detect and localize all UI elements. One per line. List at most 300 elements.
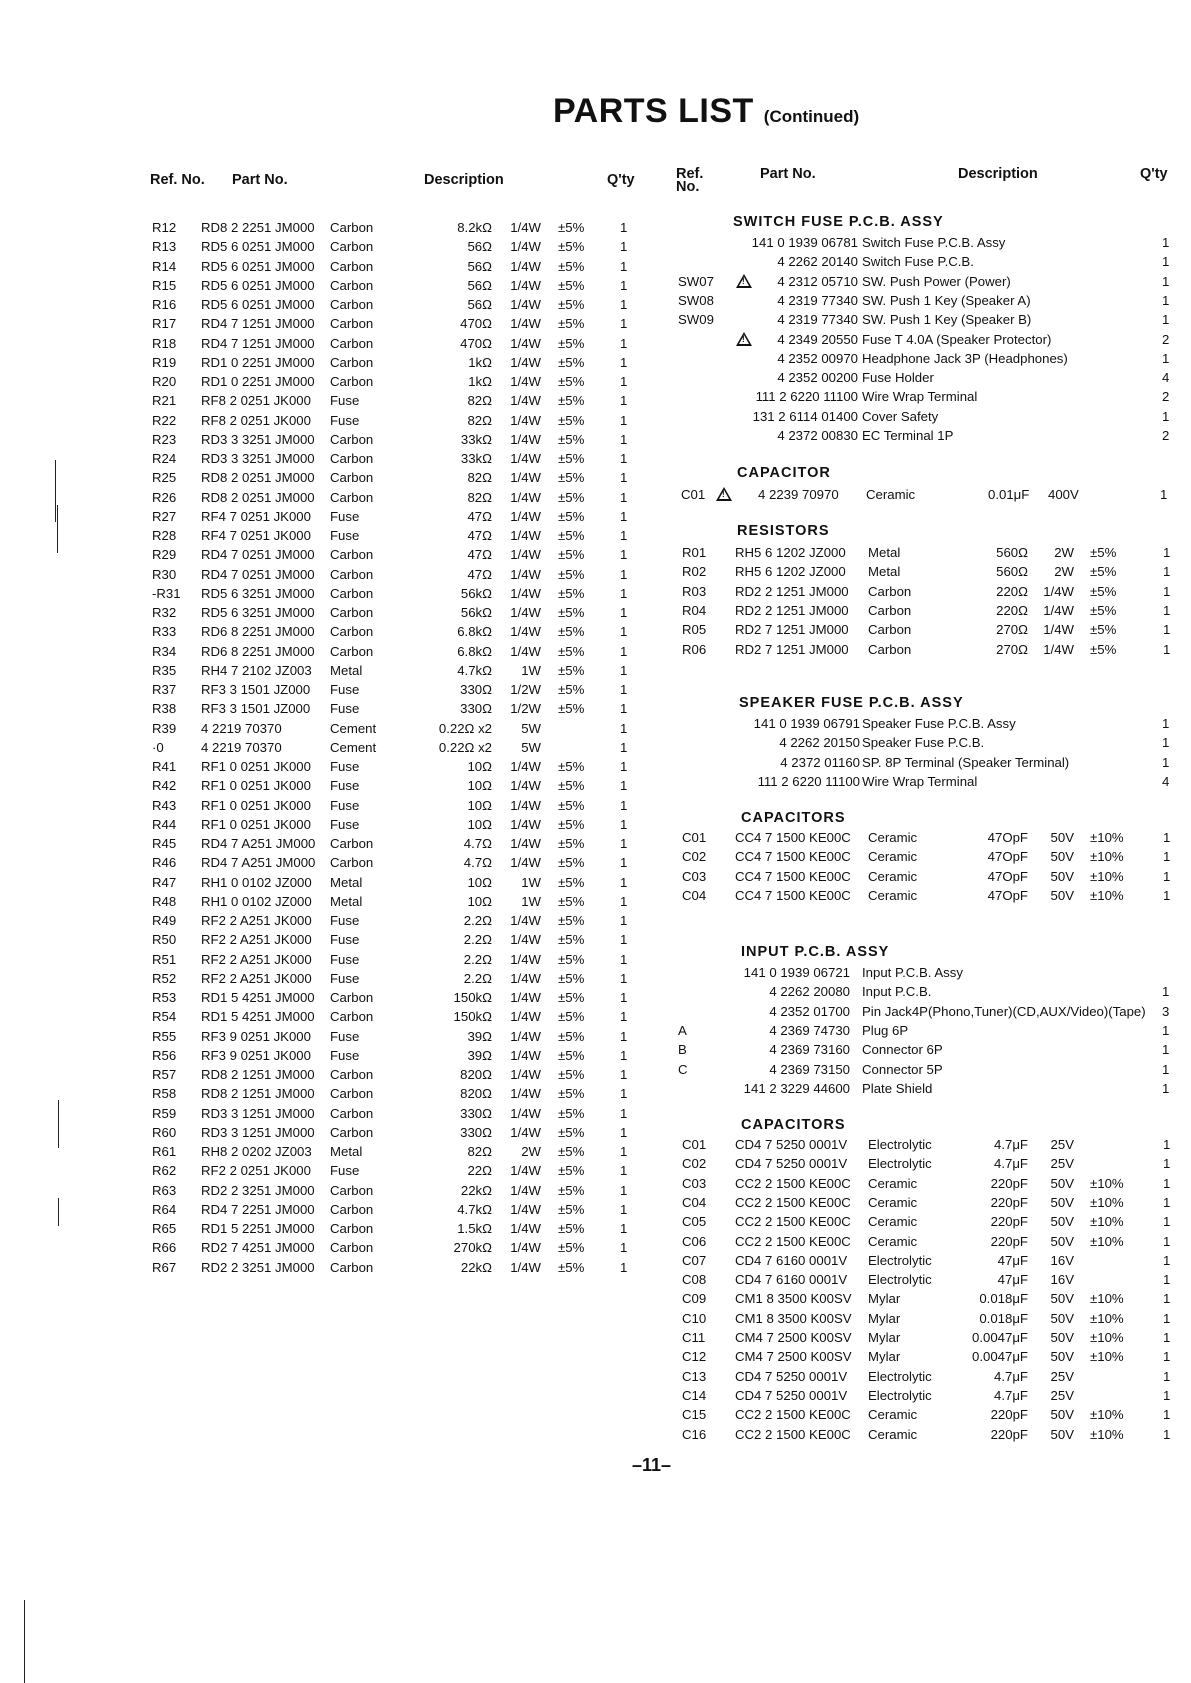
ref-no: C05 [682, 1214, 707, 1230]
part-type: Carbon [330, 374, 374, 389]
part-type: Ceramic [868, 1194, 918, 1210]
part-no: RF2 2 A251 JK000 [201, 932, 312, 948]
tolerance: ±5% [558, 816, 585, 832]
table-row [0, 1040, 1191, 1059]
ref-no: R23 [152, 431, 177, 447]
ref-no: C [678, 1061, 688, 1077]
part-no: RD4 7 0251 JM000 [201, 566, 315, 582]
part-type: Metal [868, 545, 901, 560]
ref-no: R37 [152, 682, 177, 697]
wattage: 1/4W [510, 1047, 541, 1063]
ref-no: R57 [152, 1067, 177, 1082]
wattage: 1/4W [510, 354, 541, 370]
qty: 1 [620, 643, 628, 659]
part-no: RF4 7 0251 JK000 [201, 508, 311, 524]
table-row [0, 963, 1191, 982]
description: Speaker Fuse P.C.B. [862, 735, 985, 751]
value: 0.0047μF [972, 1330, 1028, 1345]
voltage-or-wattage: 50V [1050, 1310, 1074, 1326]
tolerance: ±10% [1090, 1407, 1124, 1423]
part-no: 4 2352 00970 [777, 350, 858, 366]
wattage: 1/4W [510, 836, 541, 851]
tolerance: ±10% [1090, 1291, 1124, 1307]
tolerance: ±5% [558, 1047, 585, 1063]
wattage: 1/4W [510, 951, 541, 967]
value: 47OpF [987, 868, 1028, 884]
tolerance: ±10% [1090, 1426, 1124, 1442]
qty: 1 [620, 412, 628, 428]
qty: 1 [1163, 602, 1171, 618]
table-row [0, 562, 1191, 581]
wattage: 1/4W [510, 816, 541, 832]
ref-no: R35 [152, 662, 177, 678]
part-no: RD4 7 0251 JM000 [201, 547, 315, 563]
voltage-or-wattage: 25V [1050, 1156, 1074, 1172]
ref-no: C04 [682, 1194, 707, 1210]
part-no: RH8 2 0202 JZ003 [201, 1144, 312, 1159]
ref-no: C04 [682, 887, 707, 903]
tolerance: ±5% [558, 778, 585, 794]
part-no: RF2 2 A251 JK000 [201, 970, 312, 986]
ref-no: R43 [152, 797, 177, 813]
ref-no: R02 [682, 564, 707, 580]
part-no: RH4 7 2102 JZ003 [201, 662, 312, 678]
tolerance: ±5% [558, 566, 585, 582]
ref-no: R17 [152, 316, 177, 332]
tolerance: ±10% [1090, 868, 1124, 884]
qty: 1 [1163, 1233, 1171, 1249]
ref-no: R64 [152, 1201, 177, 1217]
voltage-or-wattage: 50V [1050, 1330, 1074, 1345]
qty: 3 [1162, 1003, 1170, 1019]
tolerance: ±5% [1090, 641, 1117, 657]
part-type: Fuse [330, 412, 360, 428]
value: 10Ω [467, 778, 492, 794]
table-row [0, 1405, 1191, 1424]
tolerance: ±5% [558, 316, 585, 332]
qty: 1 [620, 778, 628, 794]
qty: 1 [620, 855, 628, 871]
tolerance: ±5% [1090, 622, 1117, 638]
part-no: CC4 7 1500 KE00C [735, 887, 851, 903]
part-type: Carbon [330, 277, 374, 293]
table-row [0, 1328, 1191, 1347]
value: 330Ω [460, 1105, 492, 1121]
part-no: RD5 6 0251 JM000 [201, 239, 315, 255]
qty: 1 [1163, 1252, 1171, 1268]
qty: 1 [1162, 254, 1170, 270]
qty: 1 [1163, 1175, 1171, 1191]
wattage: 1/4W [510, 508, 541, 524]
ref-no: R67 [152, 1259, 177, 1275]
section-title: RESISTORS [737, 523, 830, 539]
qty: 1 [620, 1259, 628, 1275]
qty: 1 [1162, 1080, 1170, 1096]
qty: 1 [620, 1182, 628, 1198]
value: 47Ω [467, 508, 492, 524]
ref-no: C03 [682, 1175, 707, 1191]
voltage-or-wattage: 25V [1050, 1387, 1074, 1403]
value: 39Ω [467, 1028, 492, 1044]
wattage: 1W [521, 662, 541, 678]
scan-mark [55, 460, 56, 522]
qty: 1 [1163, 1137, 1171, 1152]
part-no: 4 2352 01700 [769, 1003, 850, 1019]
part-type: Carbon [868, 622, 912, 638]
table-row [0, 601, 1191, 620]
ref-no: C08 [682, 1272, 707, 1288]
value: 220pF [990, 1175, 1028, 1191]
scan-mark [24, 1600, 25, 1683]
wattage: 1W [521, 874, 541, 890]
table-row [0, 847, 1191, 866]
value: 220pF [990, 1214, 1028, 1230]
ref-no: R42 [152, 778, 177, 794]
description: Connector 6P [862, 1042, 943, 1058]
table-row [0, 387, 1191, 406]
part-no: RD2 2 3251 JM000 [201, 1182, 315, 1198]
part-type: Electrolytic [868, 1156, 932, 1172]
value: 47μF [997, 1272, 1028, 1288]
qty: 1 [620, 470, 628, 486]
value: 0.22Ω x2 [438, 739, 492, 755]
ref-no: C14 [682, 1387, 707, 1403]
ref-no: R50 [152, 932, 177, 948]
voltage: 400V [1048, 487, 1079, 502]
description: SW. Push 1 Key (Speaker B) [862, 312, 1032, 328]
tolerance: ±5% [558, 393, 585, 409]
value: 47OpF [987, 887, 1028, 903]
part-type: Carbon [330, 297, 374, 312]
voltage-or-wattage: 1/4W [1043, 622, 1074, 638]
value: 2.2Ω [463, 951, 492, 967]
wattage: 1/4W [510, 297, 541, 312]
ref-no: R65 [152, 1221, 177, 1236]
part-no: 4 2262 20150 [779, 735, 860, 751]
qty: 1 [1163, 1310, 1171, 1326]
wattage: 1/4W [510, 1067, 541, 1082]
ref-no: R56 [152, 1047, 177, 1063]
value: 56Ω [467, 239, 492, 255]
right-header-desc: Description [958, 166, 1038, 182]
description: Plate Shield [862, 1080, 933, 1096]
tolerance: ±5% [558, 489, 585, 505]
ref-no: R28 [152, 528, 177, 543]
qty: 1 [620, 990, 628, 1005]
table-row [0, 1251, 1191, 1270]
qty: 1 [620, 335, 628, 351]
part-type: Electrolytic [868, 1252, 932, 1268]
table-row [0, 753, 1191, 772]
table-row [0, 1367, 1191, 1386]
part-no: CM1 8 3500 K00SV [735, 1291, 852, 1307]
ref-no: C01 [681, 487, 706, 502]
ref-no: R55 [152, 1028, 177, 1044]
value: 47Ω [467, 547, 492, 563]
part-no: RF2 2 A251 JK000 [201, 951, 312, 967]
qty: 1 [620, 431, 628, 447]
qty: 1 [620, 836, 628, 851]
part-no: CC2 2 1500 KE00C [735, 1233, 851, 1249]
table-row [0, 1154, 1191, 1173]
wattage: 1/4W [510, 1105, 541, 1121]
ref-no: R27 [152, 508, 177, 524]
part-no: CD4 7 6160 0001V [735, 1272, 848, 1288]
ref-no: R03 [682, 583, 707, 599]
table-row [0, 680, 1191, 699]
tolerance: ±10% [1090, 1175, 1124, 1191]
table-row [0, 310, 1191, 329]
value: 220pF [990, 1426, 1028, 1442]
wattage: 1/4W [510, 970, 541, 986]
tolerance: ±5% [558, 1009, 585, 1025]
part-no: RD6 8 2251 JM000 [201, 624, 315, 640]
voltage-or-wattage: 50V [1050, 830, 1074, 845]
part-no: CC4 7 1500 KE00C [735, 830, 851, 845]
part-no: RH1 0 0102 JZ000 [201, 893, 312, 909]
table-row [0, 291, 1191, 310]
qty: 1 [1163, 1272, 1171, 1288]
table-row [0, 930, 1191, 949]
part-type: Fuse [330, 913, 360, 928]
part-type: Metal [330, 874, 363, 890]
table-row [0, 1425, 1191, 1444]
description: SW. Push Power (Power) [862, 273, 1011, 289]
qty: 1 [620, 316, 628, 332]
table-row [0, 272, 1191, 291]
tolerance: ±5% [558, 1221, 585, 1236]
wattage: 1/4W [510, 277, 541, 293]
part-type: Carbon [330, 990, 374, 1005]
voltage-or-wattage: 50V [1050, 1349, 1074, 1365]
description: Input P.C.B. [862, 984, 932, 1000]
qty: 1 [1162, 735, 1170, 751]
tolerance: ±5% [558, 1067, 585, 1082]
value: 33kΩ [460, 451, 492, 466]
part-no: RD8 2 0251 JM000 [201, 470, 315, 486]
description: Switch Fuse P.C.B. Assy [862, 235, 1006, 250]
part-no: CC2 2 1500 KE00C [735, 1175, 851, 1191]
part-type: Carbon [330, 624, 374, 640]
wattage: 1/4W [510, 1124, 541, 1140]
voltage-or-wattage: 50V [1050, 849, 1074, 865]
part-no: 111 2 6220 11100 [757, 773, 860, 789]
table-row [0, 449, 1191, 468]
tolerance: ±5% [558, 220, 585, 235]
part-type: Fuse [330, 1047, 360, 1063]
ref-no: R61 [152, 1144, 177, 1159]
tolerance: ±5% [558, 1163, 585, 1179]
part-no: 4 2219 70370 [201, 720, 282, 736]
qty: 2 [1162, 331, 1170, 347]
voltage-or-wattage: 16V [1050, 1252, 1074, 1268]
qty: 1 [620, 797, 628, 813]
wattage: 1/4W [510, 990, 541, 1005]
value: 220pF [990, 1194, 1028, 1210]
tolerance: ±5% [558, 624, 585, 640]
part-type: Carbon [330, 566, 374, 582]
part-type: Fuse [330, 816, 360, 832]
part-type: Mylar [868, 1291, 901, 1307]
part-type: Electrolytic [868, 1137, 932, 1152]
part-type: Carbon [330, 1105, 374, 1121]
part-no: 111 2 6220 11100 [755, 389, 858, 405]
part-no: RD2 7 1251 JM000 [735, 641, 849, 657]
part-type: Ceramic [868, 1214, 918, 1230]
value: 1.5kΩ [457, 1221, 492, 1236]
wattage: 1/4W [510, 797, 541, 813]
qty: 1 [620, 451, 628, 466]
part-type: Carbon [330, 316, 374, 332]
table-row [0, 1060, 1191, 1079]
part-type: Fuse [330, 797, 360, 813]
ref-no: R20 [152, 374, 177, 389]
table-row [0, 1309, 1191, 1328]
part-no: RF1 0 0251 JK000 [201, 797, 311, 813]
qty: 1 [620, 1028, 628, 1044]
value: 820Ω [460, 1067, 492, 1082]
value: 150kΩ [453, 1009, 492, 1025]
value: 4.7μF [994, 1156, 1028, 1172]
part-no: RH5 6 1202 JZ000 [735, 545, 846, 560]
qty: 1 [1162, 312, 1170, 328]
part-no: RD1 5 4251 JM000 [201, 1009, 315, 1025]
voltage-or-wattage: 50V [1050, 1175, 1074, 1191]
table-row [0, 1021, 1191, 1040]
description: EC Terminal 1P [862, 428, 954, 443]
voltage-or-wattage: 1/4W [1043, 602, 1074, 618]
wattage: 1/4W [510, 855, 541, 871]
qty: 1 [620, 1163, 628, 1179]
qty: 1 [620, 239, 628, 255]
value: 82Ω [467, 470, 492, 486]
value: 10Ω [467, 797, 492, 813]
tolerance: ±5% [558, 990, 585, 1005]
part-no: CD4 7 5250 0001V [735, 1368, 848, 1384]
part-no: RD2 2 3251 JM000 [201, 1259, 315, 1275]
description: Fuse T 4.0A (Speaker Protector) [862, 331, 1052, 347]
ref-no: R24 [152, 451, 177, 466]
wattage: 1/4W [510, 1221, 541, 1236]
voltage-or-wattage: 50V [1050, 887, 1074, 903]
qty: 1 [1162, 350, 1170, 366]
ref-no: R44 [152, 816, 177, 832]
table-row [0, 867, 1191, 886]
ref-no: C10 [682, 1310, 707, 1326]
title-main: PARTS LIST [553, 92, 754, 130]
wattage: 1/4W [510, 624, 541, 640]
tolerance: ±5% [558, 431, 585, 447]
ref-no: R12 [152, 220, 177, 235]
value: 220pF [990, 1233, 1028, 1249]
qty: 1 [1163, 1214, 1171, 1230]
part-type: Mylar [868, 1349, 901, 1365]
ref-no: R30 [152, 566, 177, 582]
ref-no: R49 [152, 913, 177, 928]
part-no: RF3 3 1501 JZ000 [201, 701, 311, 717]
part-no: RH5 6 1202 JZ000 [735, 564, 846, 580]
part-no: 4 2369 74730 [769, 1022, 850, 1038]
ref-no: R45 [152, 836, 177, 851]
value: 0.018μF [979, 1310, 1028, 1326]
value: 82Ω [467, 412, 492, 428]
tolerance: ±5% [558, 701, 585, 717]
left-header-ref: Ref. No. [150, 172, 205, 188]
value: 0.0047μF [972, 1349, 1028, 1365]
ref-no: C03 [682, 868, 707, 884]
value: 220Ω [996, 602, 1028, 618]
value: 10Ω [467, 759, 492, 774]
part-no: RF4 7 0251 JK000 [201, 528, 311, 543]
part-no: RD6 8 2251 JM000 [201, 643, 315, 659]
part-no: CM1 8 3500 K00SV [735, 1310, 852, 1326]
warning-triangle-icon [736, 274, 752, 288]
tolerance: ±5% [558, 258, 585, 274]
part-no: 4 2262 20140 [777, 254, 858, 270]
part-type: Carbon [330, 1182, 374, 1198]
qty: 1 [620, 970, 628, 986]
wattage: 2W [521, 1144, 541, 1159]
qty: 1 [1163, 830, 1171, 845]
wattage: 1/4W [510, 1240, 541, 1256]
value: 560Ω [996, 545, 1028, 560]
table-row [0, 1002, 1191, 1021]
qty: 1 [620, 585, 628, 601]
ref-no: R53 [152, 990, 177, 1005]
part-type: Carbon [330, 220, 374, 235]
ref-no: R19 [152, 354, 177, 370]
table-row [0, 620, 1191, 639]
warning-triangle-icon [736, 332, 752, 346]
ref-no: R52 [152, 970, 177, 986]
voltage-or-wattage: 2W [1054, 564, 1074, 580]
ref-no: R38 [152, 701, 177, 717]
qty: 1 [1163, 849, 1171, 865]
qty: 1 [1162, 754, 1170, 770]
tolerance: ±5% [558, 970, 585, 986]
ref-no: R63 [152, 1182, 177, 1198]
qty: 1 [620, 662, 628, 678]
tolerance: ±5% [558, 662, 585, 678]
wattage: 1/4W [510, 1028, 541, 1044]
part-type: Carbon [330, 489, 374, 505]
tolerance: ±5% [558, 1028, 585, 1044]
table-row [0, 349, 1191, 368]
right-header-part: Part No. [760, 166, 816, 182]
ref-no: R01 [682, 545, 707, 560]
wattage: 1/4W [510, 643, 541, 659]
qty: 1 [620, 701, 628, 717]
part-no: CC2 2 1500 KE00C [735, 1407, 851, 1423]
part-no: CM4 7 2500 K00SV [735, 1349, 852, 1365]
part-type: Fuse [330, 528, 360, 543]
part-type: Electrolytic [868, 1387, 932, 1403]
description: Wire Wrap Terminal [862, 389, 978, 405]
part-no: RF1 0 0251 JK000 [201, 816, 311, 832]
wattage: 1/4W [510, 412, 541, 428]
voltage-or-wattage: 50V [1050, 1407, 1074, 1423]
part-type: Carbon [330, 1124, 374, 1140]
part-type: Electrolytic [868, 1368, 932, 1384]
ref-no: C16 [682, 1426, 707, 1442]
part-no: 4 2372 00830 [777, 428, 858, 443]
value: 4.7μF [994, 1137, 1028, 1152]
part-no: 4 2319 77340 [777, 292, 858, 308]
value: 0.018μF [979, 1291, 1028, 1307]
qty: 1 [1163, 641, 1171, 657]
ref-no: C07 [682, 1252, 707, 1268]
tolerance: ±10% [1090, 1233, 1124, 1249]
